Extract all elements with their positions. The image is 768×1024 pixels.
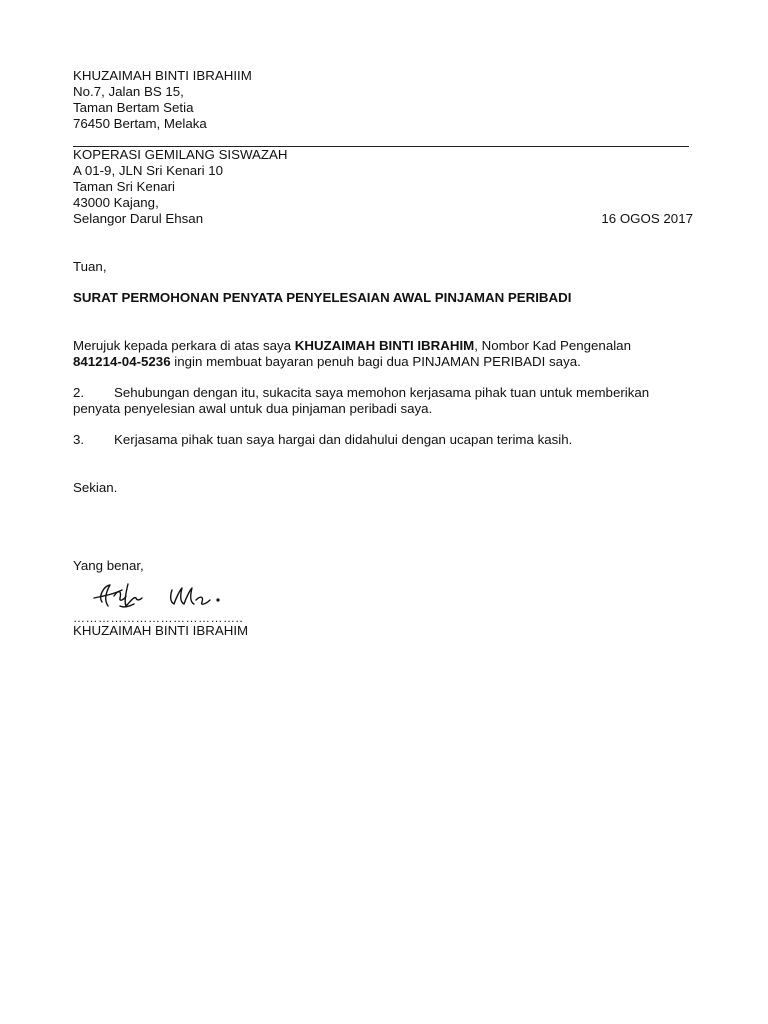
paragraph-3-text: Kerjasama pihak tuan saya hargai dan didahului dengan ucapan terima kasih. xyxy=(114,432,573,447)
recipient-address-line: 43000 Kajang, xyxy=(73,195,159,210)
recipient-address-line: Selangor Darul Ehsan xyxy=(73,211,204,226)
letter-date: 16 OGOS 2017 xyxy=(601,211,693,226)
ic-number: 841214-04-5236 xyxy=(73,354,171,369)
paragraph-3-number: 3. xyxy=(73,432,85,447)
sender-address-line: No.7, Jalan BS 15, xyxy=(73,84,184,99)
paragraph-1-suffix: ingin membuat bayaran penuh bagi dua PINJAMAN PERIBADI saya. xyxy=(170,354,581,369)
applicant-name: KHUZAIMAH BINTI IBRAHIM xyxy=(294,338,475,353)
paragraph-2-number: 2. xyxy=(73,385,85,400)
paragraph-3 xyxy=(73,432,713,448)
paragraph-1-prefix: Merujuk kepada perkara di atas saya xyxy=(73,338,295,353)
signer-name: KHUZAIMAH BINTI IBRAHIM xyxy=(73,623,249,638)
sender-address-block xyxy=(73,68,252,132)
recipient-address-block xyxy=(73,147,693,227)
signature-line: ………………………………….. xyxy=(73,611,244,625)
paragraph-2-line-1: Sehubungan dengan itu, sukacita saya memohon kerjasama pihak tuan untuk memberikan xyxy=(114,385,650,400)
sender-address-line: 76450 Bertam, Melaka xyxy=(73,116,207,131)
recipient-address-line: A 01-9, JLN Sri Kenari 10 xyxy=(73,163,224,178)
recipient-name: KOPERASI GEMILANG SISWAZAH xyxy=(73,147,288,162)
letter-subject: SURAT PERMOHONAN PENYATA PENYELESAIAN AWAL PINJAMAN PERIBADI xyxy=(73,290,572,305)
paragraph-2 xyxy=(73,385,713,417)
recipient-address-line: Taman Sri Kenari xyxy=(73,179,175,194)
salutation: Tuan, xyxy=(73,259,107,274)
closing: Sekian. xyxy=(73,480,118,495)
paragraph-1-middle: , Nombor Kad Pengenalan xyxy=(474,338,631,353)
paragraph-1 xyxy=(73,338,713,370)
paragraph-2-line-2: penyata penyelesian awal untuk dua pinjaman peribadi saya. xyxy=(73,401,433,416)
sender-address-line: Taman Bertam Setia xyxy=(73,100,194,115)
signoff: Yang benar, xyxy=(73,558,144,573)
sender-name: KHUZAIMAH BINTI IBRAHIIM xyxy=(73,68,252,83)
